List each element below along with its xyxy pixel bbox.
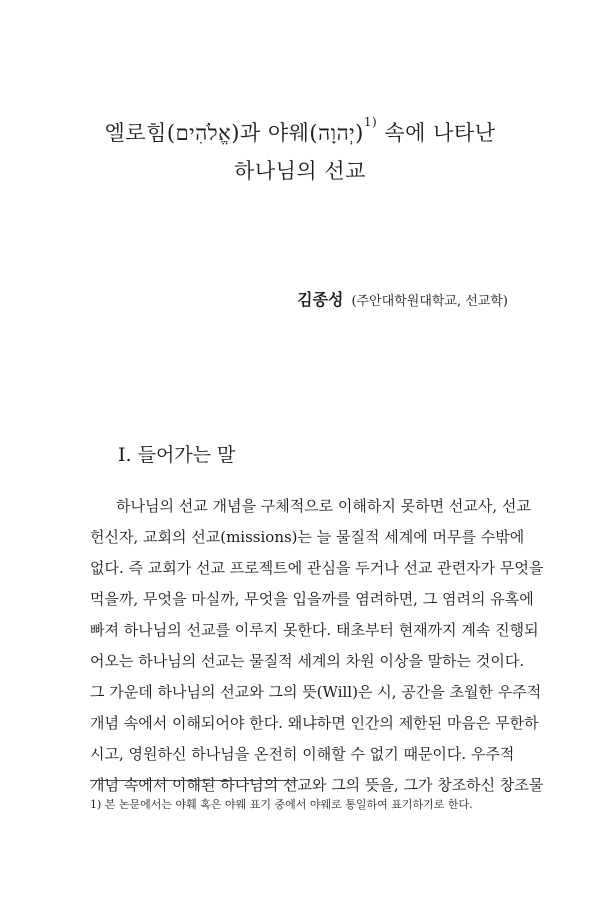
- footnote-reference[interactable]: 1): [363, 115, 378, 129]
- author-byline: [297, 287, 508, 310]
- title-middle: )과 야웨(: [231, 121, 319, 145]
- title-line-1: [0, 117, 600, 147]
- title-hebrew-elohim: אֱלֹהִים: [175, 121, 232, 145]
- author-name: 김종성: [297, 290, 344, 309]
- body-line: 시고, 영원하신 하나님을 온전히 이해할 수 없기 때문이다. 우주적: [90, 745, 515, 763]
- title-hebrew-yhwh: יְהוָה: [318, 121, 356, 145]
- title-prefix: 엘로힘(: [104, 121, 176, 145]
- title-close-paren: ): [355, 121, 364, 145]
- body-line: 하나님의 선교 개념을 구체적으로 이해하지 못하면 선교사, 선교: [116, 497, 531, 515]
- title-suffix: 속에 나타난: [377, 121, 496, 145]
- body-line: 어오는 하나님의 선교는 물질적 세계의 차원 이상을 말하는 것이다.: [90, 652, 525, 670]
- body-line: 없다. 즉 교회가 선교 프로젝트에 관심을 두거나 선교 관련자가 무엇을: [90, 559, 544, 577]
- body-line: 헌신자, 교회의 선교(missions)는 늘 물질적 세계에 머무를 수밖에: [90, 528, 525, 546]
- section-heading: I. 들어가는 말: [118, 444, 236, 466]
- footnote-text: 1) 본 논문에서는 야훼 혹은 야웨 표기 중에서 야웨로 통일하여 표기하기로 한다.: [90, 798, 473, 811]
- author-affiliation: (주안대학원대학교, 선교학): [351, 294, 508, 309]
- body-line: 먹을까, 무엇을 마실까, 무엇을 입을까를 염려하면, 그 염려의 유혹에: [90, 590, 534, 608]
- body-line: 개념 속에서 이해된 하나님의 선교와 그의 뜻을, 그가 창조하신 창조물: [90, 776, 544, 794]
- title-line-2: 하나님의 선교: [234, 159, 366, 183]
- body-line: 빠져 하나님의 선교를 이루지 못한다. 태초부터 현재까지 계속 진행되: [90, 621, 539, 639]
- body-line: 그 가운데 하나님의 선교와 그의 뜻(Will)은 시, 공간을 초월한 우주적: [90, 683, 542, 701]
- footnote-divider: [90, 780, 298, 781]
- body-line: 개념 속에서 이해되어야 한다. 왜냐하면 인간의 제한된 마음은 무한하: [90, 714, 539, 732]
